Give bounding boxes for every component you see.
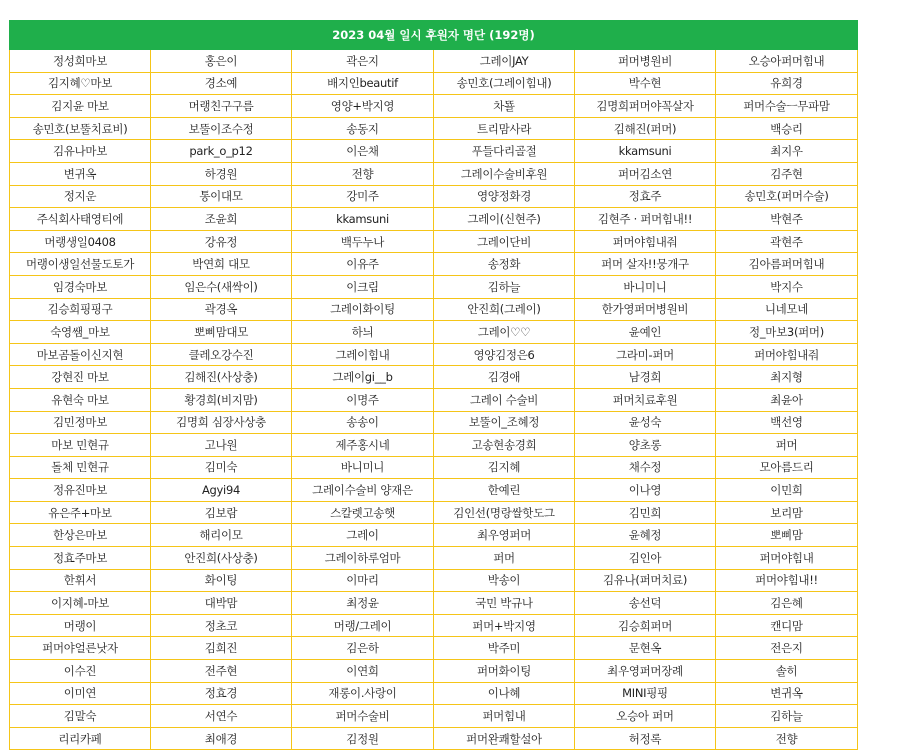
donor-name-cell: 화이팅: [151, 569, 292, 592]
donor-name-cell: 고송현송경희: [434, 434, 575, 457]
donor-name-cell: 김은혜: [716, 592, 858, 615]
table-row: [10, 637, 858, 660]
donor-name-cell: 퍼머김소연: [575, 162, 716, 185]
donor-name-cell: 그레이: [292, 524, 434, 547]
donor-name-cell: 최지우: [716, 140, 858, 163]
donor-name-cell: 변귀옥: [716, 682, 858, 705]
donor-name-cell: 최지형: [716, 366, 858, 389]
donor-name-cell: 퍼머: [716, 434, 858, 457]
donor-name-cell: 퍼머+박지영: [434, 614, 575, 637]
donor-name-cell: 정유진마보: [10, 479, 151, 502]
donor-name-cell: 김하늘: [716, 705, 858, 728]
donor-name-cell: 퍼머야힘내줘: [575, 230, 716, 253]
donor-name-cell: 이유주: [292, 253, 434, 276]
donor-name-cell: 그레이힘내: [292, 343, 434, 366]
donor-name-cell: 김미숙: [151, 456, 292, 479]
table-row: [10, 547, 858, 570]
donor-name-cell: 송정화: [434, 253, 575, 276]
donor-name-cell: 머랭이: [10, 614, 151, 637]
donor-name-cell: 해리이모: [151, 524, 292, 547]
donor-name-cell: 이나영: [575, 479, 716, 502]
donor-name-cell: 조윤희: [151, 208, 292, 231]
donor-name-cell: 박주미: [434, 637, 575, 660]
donor-name-cell: 이마리: [292, 569, 434, 592]
donor-name-cell: 오승아 퍼머: [575, 705, 716, 728]
donor-name-cell: park_o_p12: [151, 140, 292, 163]
donor-name-cell: 솔히: [716, 660, 858, 683]
donor-name-cell: 니네모네: [716, 298, 858, 321]
donor-name-cell: 송민호(보뚤치료비): [10, 117, 151, 140]
table-row: [10, 253, 858, 276]
donor-name-cell: 캔디맘: [716, 614, 858, 637]
table-row: [10, 434, 858, 457]
donor-name-cell: 퍼머야힘내: [716, 547, 858, 570]
donor-name-cell: 서연수: [151, 705, 292, 728]
donor-name-cell: 홍은이: [151, 50, 292, 73]
donor-name-cell: 이민희: [716, 479, 858, 502]
donor-table: [9, 20, 858, 750]
donor-name-cell: 김민희: [575, 501, 716, 524]
donor-name-cell: 퍼머 살자!!뭉개구: [575, 253, 716, 276]
donor-name-cell: 퍼머완쾌할설아: [434, 727, 575, 750]
donor-name-cell: 그레이화이팅: [292, 298, 434, 321]
donor-list-container: [9, 20, 857, 750]
donor-name-cell: 김인아: [575, 547, 716, 570]
donor-name-cell: 허정록: [575, 727, 716, 750]
donor-name-cell: 퍼머화이팅: [434, 660, 575, 683]
donor-name-cell: 김해진(퍼머): [575, 117, 716, 140]
donor-name-cell: MINI핑핑: [575, 682, 716, 705]
donor-name-cell: 정초코: [151, 614, 292, 637]
donor-name-cell: 최우영퍼머: [434, 524, 575, 547]
table-row: [10, 479, 858, 502]
donor-name-cell: 박수현: [575, 72, 716, 95]
donor-name-cell: 곽경옥: [151, 298, 292, 321]
donor-name-cell: 주식회사태영티에: [10, 208, 151, 231]
donor-name-cell: 변귀옥: [10, 162, 151, 185]
donor-name-cell: 차뚈: [434, 95, 575, 118]
table-row: [10, 117, 858, 140]
donor-name-cell: 김지혜: [434, 456, 575, 479]
donor-name-cell: 김현주 · 퍼머힘내!!: [575, 208, 716, 231]
donor-name-cell: 정지운: [10, 185, 151, 208]
donor-name-cell: 영양정화경: [434, 185, 575, 208]
donor-name-cell: 김지윤 마보: [10, 95, 151, 118]
donor-name-cell: 마보곰돌이신지현: [10, 343, 151, 366]
donor-name-cell: 전은지: [716, 637, 858, 660]
donor-name-cell: 정효주: [575, 185, 716, 208]
donor-name-cell: 이은채: [292, 140, 434, 163]
donor-name-cell: 전향: [292, 162, 434, 185]
donor-name-cell: 한상은마보: [10, 524, 151, 547]
donor-name-cell: 한가영퍼머병원비: [575, 298, 716, 321]
donor-name-cell: 김명희 심장사상충: [151, 411, 292, 434]
donor-name-cell: 김유나(퍼머치료): [575, 569, 716, 592]
donor-name-cell: 뽀삐맘대모: [151, 321, 292, 344]
donor-name-cell: 그레이수술비후원: [434, 162, 575, 185]
donor-name-cell: 안진희(그레이): [434, 298, 575, 321]
table-row: [10, 660, 858, 683]
donor-name-cell: 김말숙: [10, 705, 151, 728]
donor-name-cell: 그레이단비: [434, 230, 575, 253]
donor-name-cell: 김희진: [151, 637, 292, 660]
donor-name-cell: 정효경: [151, 682, 292, 705]
donor-name-cell: 송동지: [292, 117, 434, 140]
donor-name-cell: 리리카페: [10, 727, 151, 750]
donor-name-cell: 영양김정은6: [434, 343, 575, 366]
donor-name-cell: 한휘서: [10, 569, 151, 592]
donor-name-cell: 이명주: [292, 388, 434, 411]
donor-name-cell: 곽은지: [292, 50, 434, 73]
donor-name-cell: 그레이하루엄마: [292, 547, 434, 570]
donor-name-cell: 머랭친구구름: [151, 95, 292, 118]
donor-name-cell: kkamsuni: [575, 140, 716, 163]
donor-name-cell: 이지혜-마보: [10, 592, 151, 615]
donor-name-cell: 퍼머수술비: [292, 705, 434, 728]
donor-name-cell: 이나혜: [434, 682, 575, 705]
donor-name-cell: 정_마보3(퍼머): [716, 321, 858, 344]
donor-name-cell: 임은수(새싹이): [151, 275, 292, 298]
donor-name-cell: 보뚤이조수정: [151, 117, 292, 140]
donor-name-cell: 강현진 마보: [10, 366, 151, 389]
donor-name-cell: 하경원: [151, 162, 292, 185]
donor-name-cell: 그라미-퍼머: [575, 343, 716, 366]
donor-name-cell: 퍼머야힘내줘: [716, 343, 858, 366]
table-row: [10, 705, 858, 728]
table-row: [10, 388, 858, 411]
donor-name-cell: 최우영퍼머장례: [575, 660, 716, 683]
donor-name-cell: 남경희: [575, 366, 716, 389]
donor-name-cell: 대박맘: [151, 592, 292, 615]
donor-name-cell: 머랭이생일선물도토가: [10, 253, 151, 276]
donor-name-cell: 황경희(비지맘): [151, 388, 292, 411]
table-row: [10, 411, 858, 434]
donor-name-cell: 문현옥: [575, 637, 716, 660]
donor-name-cell: 숙영쌤_마보: [10, 321, 151, 344]
donor-name-cell: 김승희퍼머: [575, 614, 716, 637]
donor-name-cell: 채수정: [575, 456, 716, 479]
donor-name-cell: 돌체 민현규: [10, 456, 151, 479]
donor-name-cell: 양초롱: [575, 434, 716, 457]
donor-name-cell: 그레이수술비 양재은: [292, 479, 434, 502]
donor-name-cell: 이수진: [10, 660, 151, 683]
table-row: [10, 592, 858, 615]
donor-name-cell: 퍼머치료후원: [575, 388, 716, 411]
table-row: [10, 95, 858, 118]
donor-name-cell: Agyi94: [151, 479, 292, 502]
donor-name-cell: 영양+박지영: [292, 95, 434, 118]
donor-name-cell: 그레이(신현주): [434, 208, 575, 231]
donor-name-cell: 제주홍시네: [292, 434, 434, 457]
donor-name-cell: 안진희(사상충): [151, 547, 292, 570]
donor-name-cell: 최정윤: [292, 592, 434, 615]
donor-name-cell: 윤성숙: [575, 411, 716, 434]
donor-name-cell: 김유나마보: [10, 140, 151, 163]
donor-name-cell: 김아름퍼머힘내: [716, 253, 858, 276]
donor-name-cell: 그레이 수술비: [434, 388, 575, 411]
donor-name-cell: 유현숙 마보: [10, 388, 151, 411]
table-row: [10, 298, 858, 321]
donor-name-cell: 강유정: [151, 230, 292, 253]
donor-name-cell: 임경숙마보: [10, 275, 151, 298]
donor-name-cell: 김지혜♡마보: [10, 72, 151, 95]
table-row: [10, 72, 858, 95]
donor-name-cell: 이크림: [292, 275, 434, 298]
donor-name-cell: 통이대모: [151, 185, 292, 208]
donor-name-cell: 푸들다리골절: [434, 140, 575, 163]
donor-name-cell: 박연희 대모: [151, 253, 292, 276]
table-row: [10, 569, 858, 592]
donor-name-cell: 퍼머야힘내!!: [716, 569, 858, 592]
table-row: [10, 185, 858, 208]
table-body: [10, 50, 858, 750]
donor-name-cell: 김은하: [292, 637, 434, 660]
donor-name-cell: 박송이: [434, 569, 575, 592]
donor-name-cell: 김민정마보: [10, 411, 151, 434]
donor-name-cell: 바니미니: [292, 456, 434, 479]
donor-name-cell: 오승아퍼머힘내: [716, 50, 858, 73]
table-row: [10, 140, 858, 163]
donor-name-cell: 클레오강수진: [151, 343, 292, 366]
donor-name-cell: 최윤아: [716, 388, 858, 411]
donor-name-cell: 전주현: [151, 660, 292, 683]
donor-name-cell: 퍼머병원비: [575, 50, 716, 73]
donor-name-cell: 이미연: [10, 682, 151, 705]
table-row: [10, 230, 858, 253]
donor-name-cell: 김주현: [716, 162, 858, 185]
donor-name-cell: 백승리: [716, 117, 858, 140]
donor-name-cell: 김해진(사상충): [151, 366, 292, 389]
donor-name-cell: 곽현주: [716, 230, 858, 253]
donor-name-cell: 그레이gi__b: [292, 366, 434, 389]
donor-name-cell: 하늬: [292, 321, 434, 344]
donor-name-cell: 배지인beautif: [292, 72, 434, 95]
donor-name-cell: 송선덕: [575, 592, 716, 615]
donor-name-cell: 김경애: [434, 366, 575, 389]
donor-name-cell: 그레이JAY: [434, 50, 575, 73]
table-row: [10, 343, 858, 366]
donor-name-cell: kkamsuni: [292, 208, 434, 231]
table-row: [10, 162, 858, 185]
donor-name-cell: 퍼머: [434, 547, 575, 570]
table-row: [10, 682, 858, 705]
donor-name-cell: 박현주: [716, 208, 858, 231]
donor-name-cell: 이연희: [292, 660, 434, 683]
donor-name-cell: 트리맘사라: [434, 117, 575, 140]
donor-name-cell: 한예린: [434, 479, 575, 502]
table-row: [10, 501, 858, 524]
donor-name-cell: 송송이: [292, 411, 434, 434]
table-row: [10, 50, 858, 73]
donor-name-cell: 머랭/그레이: [292, 614, 434, 637]
table-row: [10, 614, 858, 637]
donor-name-cell: 고나원: [151, 434, 292, 457]
table-row: [10, 524, 858, 547]
donor-name-cell: 송민호(퍼머수술): [716, 185, 858, 208]
table-row: [10, 208, 858, 231]
donor-name-cell: 보리맘: [716, 501, 858, 524]
donor-name-cell: 퍼머수술ㅡ무파맘: [716, 95, 858, 118]
donor-name-cell: 송민호(그레이힘내): [434, 72, 575, 95]
donor-name-cell: 강미주: [292, 185, 434, 208]
donor-name-cell: 마보 민현규: [10, 434, 151, 457]
donor-name-cell: 유희경: [716, 72, 858, 95]
donor-name-cell: 스칼렛고송햇: [292, 501, 434, 524]
donor-name-cell: 김명희퍼머야꼭살자: [575, 95, 716, 118]
donor-name-cell: 재롱이.사랑이: [292, 682, 434, 705]
table-title: 2023 04월 일시 후원자 명단 (192명): [10, 21, 858, 50]
donor-name-cell: 백선영: [716, 411, 858, 434]
donor-name-cell: 김하늘: [434, 275, 575, 298]
donor-name-cell: 김보람: [151, 501, 292, 524]
table-row: [10, 321, 858, 344]
donor-name-cell: 김정원: [292, 727, 434, 750]
donor-name-cell: 백두누나: [292, 230, 434, 253]
donor-name-cell: 최애경: [151, 727, 292, 750]
table-row: [10, 366, 858, 389]
donor-name-cell: 정성희마보: [10, 50, 151, 73]
donor-name-cell: 유은주+마보: [10, 501, 151, 524]
table-row: [10, 275, 858, 298]
table-row: [10, 456, 858, 479]
donor-name-cell: 국민 박규나: [434, 592, 575, 615]
donor-name-cell: 정효주마보: [10, 547, 151, 570]
donor-name-cell: 김승희핑핑구: [10, 298, 151, 321]
donor-name-cell: 퍼머힘내: [434, 705, 575, 728]
donor-name-cell: 그레이♡♡: [434, 321, 575, 344]
donor-name-cell: 윤예인: [575, 321, 716, 344]
donor-name-cell: 윤혜정: [575, 524, 716, 547]
table-row: [10, 727, 858, 750]
donor-name-cell: 뽀삐맘: [716, 524, 858, 547]
donor-name-cell: 모아름드리: [716, 456, 858, 479]
donor-name-cell: 머랭생일0408: [10, 230, 151, 253]
donor-name-cell: 경소예: [151, 72, 292, 95]
donor-name-cell: 보뚤이_조혜정: [434, 411, 575, 434]
donor-name-cell: 김인선(명랑쌀핫도그: [434, 501, 575, 524]
donor-name-cell: 퍼머야얼른낫자: [10, 637, 151, 660]
donor-name-cell: 박지수: [716, 275, 858, 298]
donor-name-cell: 바니미니: [575, 275, 716, 298]
donor-name-cell: 전향: [716, 727, 858, 750]
table-header-row: [10, 21, 858, 50]
